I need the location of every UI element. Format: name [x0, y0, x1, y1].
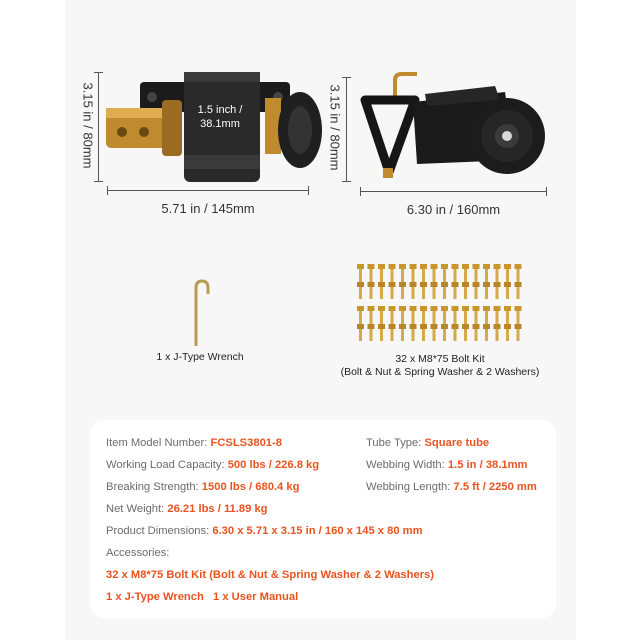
- spec-accessory-bolt-kit: 32 x M8*75 Bolt Kit (Bolt & Nut & Spring Washer & 2 Washers): [106, 569, 435, 581]
- bolt-kit-caption-line1: 32 x M8*75 Bolt Kit: [395, 353, 485, 365]
- bolt-kit-illustration: [354, 262, 530, 344]
- spec-webbing-length-label: Webbing Length:: [366, 481, 451, 493]
- bolt-icon: [368, 306, 375, 341]
- hub-width-tick-right: [308, 186, 309, 195]
- bolt-icon: [357, 306, 364, 341]
- bolt-kit-caption-line2: (Bolt & Nut & Spring Washer & 2 Washers): [340, 366, 540, 378]
- spec-webbing-length-value: 7.5 ft / 2250 mm: [453, 481, 537, 493]
- spec-breaking-strength-value: 1500 lbs / 680.4 kg: [201, 481, 300, 493]
- spec-net-weight: [106, 503, 268, 515]
- spec-accessories-label: Accessories:: [106, 547, 170, 559]
- bolt-icon: [515, 306, 522, 341]
- bolt-icon: [368, 264, 375, 299]
- bolt-icon: [504, 264, 511, 299]
- strap-width-label: 6.30 in / 160mm: [406, 202, 501, 217]
- spec-tube: [366, 437, 489, 449]
- spec-product-dimensions-value: 6.30 x 5.71 x 3.15 in / 160 x 145 x 80 mm: [212, 525, 423, 537]
- hub-height-line: [98, 72, 99, 182]
- bolt-icon: [462, 306, 469, 341]
- spec-working-load-value: 500 lbs / 226.8 kg: [227, 459, 320, 471]
- bolt-icon: [504, 306, 511, 341]
- bolt-icon: [410, 264, 417, 299]
- bolt-icon: [357, 264, 364, 299]
- hub-height-label: 3.15 in / 80mm: [80, 82, 96, 169]
- hub-width-label: 5.71 in / 145mm: [161, 201, 255, 216]
- strap-height-tick-top: [342, 77, 351, 78]
- bolt-icon: [399, 264, 406, 299]
- bolt-icon: [483, 306, 490, 341]
- spec-working-load: [106, 459, 319, 471]
- specifications-card: [90, 420, 556, 618]
- spec-model: [106, 437, 282, 449]
- bolt-icon: [452, 264, 459, 299]
- spec-accessory-wrench: 1 x J-Type Wrench: [106, 591, 204, 603]
- ratchet-strap-illustration: [355, 72, 555, 187]
- bolt-icon: [389, 306, 396, 341]
- hub-strap-width-label: 1.5 inch / 38.1mm: [197, 104, 243, 130]
- hub-width-tick-left: [107, 186, 108, 195]
- bolt-icon: [420, 306, 427, 341]
- bolt-icon: [462, 264, 469, 299]
- spec-webbing-width: [366, 459, 528, 471]
- bolt-icon: [441, 306, 448, 341]
- bolt-icon: [515, 264, 522, 299]
- bolt-icon: [431, 264, 438, 299]
- spec-webbing-length: [366, 481, 537, 493]
- spec-accessory-manual: 1 x User Manual: [213, 591, 299, 603]
- bolt-icon: [389, 264, 396, 299]
- spec-working-load-label: Working Load Capacity:: [106, 459, 225, 471]
- strap-height-label: 3.15 in / 80mm: [327, 84, 343, 171]
- bolt-icon: [483, 264, 490, 299]
- spec-product-dimensions-label: Product Dimensions:: [106, 525, 210, 537]
- bolt-icon: [378, 306, 385, 341]
- strap-height-line: [346, 77, 347, 182]
- bolt-icon: [494, 264, 501, 299]
- spec-tube-label: Tube Type:: [366, 437, 422, 449]
- strap-height-tick-bottom: [342, 181, 351, 182]
- spec-tube-value: Square tube: [424, 437, 490, 449]
- bolt-icon: [452, 306, 459, 341]
- spec-product-dimensions: [106, 525, 423, 537]
- bolt-icon: [441, 264, 448, 299]
- spec-net-weight-value: 26.21 lbs / 11.89 kg: [167, 503, 268, 515]
- spec-webbing-width-label: Webbing Width:: [366, 459, 445, 471]
- strap-width-tick-right: [546, 187, 547, 196]
- bolt-icon: [473, 306, 480, 341]
- spec-webbing-width-value: 1.5 in / 38.1mm: [447, 459, 528, 471]
- bolt-icon: [494, 306, 501, 341]
- spec-model-value: FCSLS3801-8: [210, 437, 282, 449]
- spec-breaking-strength: [106, 481, 299, 493]
- bolt-icon: [378, 264, 385, 299]
- bolt-icon: [410, 306, 417, 341]
- spec-model-label: Item Model Number:: [106, 437, 208, 449]
- bolt-icon: [420, 264, 427, 299]
- spec-net-weight-label: Net Weight:: [106, 503, 165, 515]
- hub-width-line: [107, 190, 309, 191]
- wrench-caption: 1 x J-Type Wrench: [156, 351, 244, 363]
- strap-width-tick-left: [360, 187, 361, 196]
- bolt-icon: [399, 306, 406, 341]
- bolt-icon: [431, 306, 438, 341]
- spec-breaking-strength-label: Breaking Strength:: [106, 481, 199, 493]
- j-type-wrench-illustration: [186, 278, 216, 348]
- bolt-icon: [473, 264, 480, 299]
- strap-width-line: [360, 191, 547, 192]
